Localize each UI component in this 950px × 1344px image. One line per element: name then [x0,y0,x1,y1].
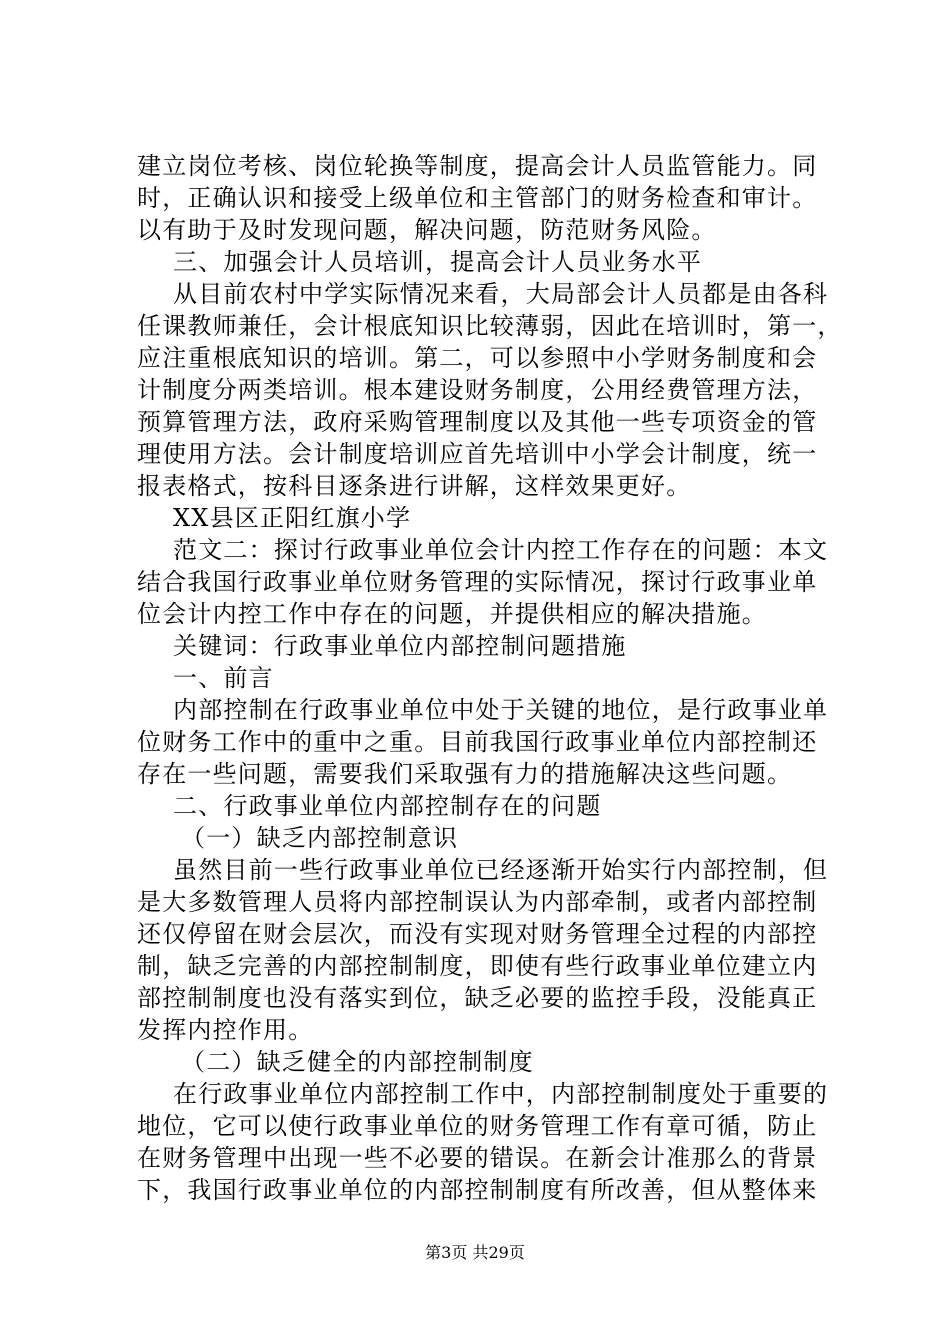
text-line: 一、前言 [173,664,274,692]
text-line: 计制度分两类培训。根本建设财务制度，公用经费管理方法， [137,376,818,404]
text-line: 任课教师兼任，会计根底知识比较薄弱，因此在培训时，第一， [137,312,843,340]
text-line: 理使用方法。会计制度培训应首先培训中小学会计制度，统一 [137,440,818,468]
text-line: 制，缺乏完善的内部控制制度，即使有些行政事业单位建立内 [137,952,818,980]
text-line: 地位，它可以使行政事业单位的财务管理工作有章可循，防止 [137,1112,818,1140]
text-line: 以有助于及时发现问题，解决问题，防范财务风险。 [137,216,717,244]
text-line: 在行政事业单位内部控制工作中，内部控制制度处于重要的 [173,1080,829,1108]
page-footer [0,1243,950,1263]
text-line: 应注重根底知识的培训。第二，可以参照中小学财务制度和会 [137,344,818,372]
text-line: 从目前农村中学实际情况来看，大局部会计人员都是由各科 [173,280,829,308]
text-line: 是大多数管理人员将内部控制误认为内部牵制，或者内部控制 [137,888,818,916]
document-body [137,150,843,1206]
text-line: 结合我国行政事业单位财务管理的实际情况，探讨行政事业单 [137,568,818,596]
text-line: XX县区正阳红旗小学 [173,504,412,532]
text-line: 三、加强会计人员培训，提高会计人员业务水平 [173,248,703,276]
page-number: 第3页 [425,1243,468,1262]
text-line: 范文二：探讨行政事业单位会计内控工作存在的问题：本文 [173,536,829,564]
text-line: 报表格式，按科目逐条进行讲解，这样效果更好。 [137,472,692,500]
page-total: 共29页 [472,1243,525,1262]
text-line: 内部控制在行政事业单位中处于关键的地位，是行政事业单 [173,696,829,724]
text-line: 关键词：行政事业单位内部控制问题措施 [173,632,627,660]
text-line: 发挥内控作用。 [137,1016,314,1044]
text-line: 部控制制度也没有落实到位，缺乏必要的监控手段，没能真正 [137,984,818,1012]
text-line: 建立岗位考核、岗位轮换等制度，提高会计人员监管能力。同 [137,152,818,180]
text-line: 在财务管理中出现一些不必要的错误。在新会计准那么的背景 [137,1144,818,1172]
text-line: 下，我国行政事业单位的内部控制制度有所改善，但从整体来 [137,1176,818,1204]
text-line: 位会计内控工作中存在的问题，并提供相应的解决措施。 [137,600,767,628]
text-line: 还仅停留在财会层次，而没有实现对财务管理全过程的内部控 [137,920,818,948]
text-line: 时，正确认识和接受上级单位和主管部门的财务检查和审计。 [137,184,818,212]
text-line: （一）缺乏内部控制意识 [181,824,459,852]
text-line: 虽然目前一些行政事业单位已经逐渐开始实行内部控制，但 [173,856,829,884]
text-line: 位财务工作中的重中之重。目前我国行政事业单位内部控制还 [137,728,818,756]
text-line: （二）缺乏健全的内部控制制度 [181,1048,534,1076]
text-line: 二、行政事业单位内部控制存在的问题 [173,792,602,820]
text-line: 预算管理方法，政府采购管理制度以及其他一些专项资金的管 [137,408,818,436]
text-line: 存在一些问题，需要我们采取强有力的措施解决这些问题。 [137,760,793,788]
